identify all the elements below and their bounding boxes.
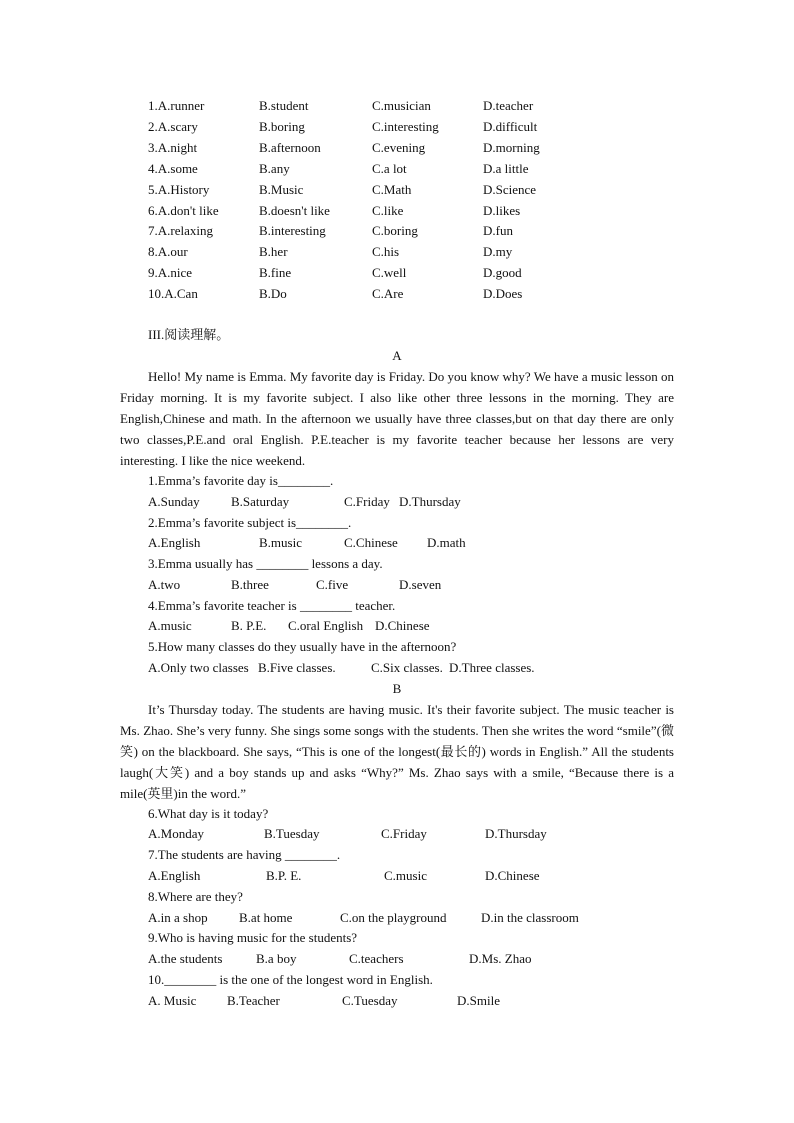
option-a: 10.A.Can bbox=[148, 286, 198, 302]
option-b: B.her bbox=[259, 244, 288, 260]
question-8: 8.Where are they? bbox=[148, 889, 243, 904]
option-a: 6.A.don't like bbox=[148, 202, 219, 218]
option-d: D.good bbox=[483, 265, 522, 281]
question-3-options bbox=[148, 575, 678, 595]
option-b: B.fine bbox=[259, 265, 292, 281]
option-c: C.like bbox=[372, 202, 404, 218]
option-c: C.music bbox=[384, 868, 427, 883]
option-c: C.interesting bbox=[372, 118, 439, 134]
choice-row bbox=[148, 159, 628, 180]
option-a: 1.A.runner bbox=[148, 98, 205, 113]
option-a: A.music bbox=[148, 618, 192, 633]
question-4: 4.Emma’s favorite teacher is ________ teacher. bbox=[148, 598, 396, 613]
question-9-options bbox=[148, 949, 678, 969]
option-c: C.teachers bbox=[349, 951, 404, 966]
option-c: C.five bbox=[316, 577, 349, 592]
question-10: 10.________ is the one of the longest word in English. bbox=[148, 972, 433, 987]
choice-row bbox=[148, 180, 628, 201]
choice-row bbox=[148, 221, 628, 242]
option-b: B.boring bbox=[259, 118, 305, 134]
option-d: D.Chinese bbox=[485, 868, 540, 883]
option-b: B.doesn't like bbox=[259, 202, 330, 218]
question-1: 1.Emma’s favorite day is________. bbox=[148, 473, 334, 488]
option-d: D.Thursday bbox=[485, 826, 547, 841]
option-d: D.Does bbox=[483, 286, 523, 302]
question-6-options bbox=[148, 824, 678, 844]
question-7: 7.The students are having ________. bbox=[148, 847, 341, 862]
option-b: B.afternoon bbox=[259, 139, 321, 155]
question-4-options bbox=[148, 616, 678, 636]
choice-row bbox=[148, 201, 628, 222]
option-b: B. P.E. bbox=[231, 618, 267, 633]
option-a: A.Only two classes bbox=[148, 660, 249, 675]
option-a: A.in a shop bbox=[148, 910, 208, 925]
option-c: C.musician bbox=[372, 98, 431, 113]
option-a: A. Music bbox=[148, 993, 197, 1008]
option-d: D.a little bbox=[483, 160, 529, 176]
option-d: D.morning bbox=[483, 139, 540, 155]
option-b: B.any bbox=[259, 160, 290, 176]
option-d: D.Thursday bbox=[399, 494, 461, 509]
option-d: D.Ms. Zhao bbox=[469, 951, 532, 966]
option-b: B.Music bbox=[259, 181, 304, 197]
question-2-options bbox=[148, 533, 678, 553]
question-8-options bbox=[148, 908, 678, 928]
option-a: 7.A.relaxing bbox=[148, 223, 213, 239]
option-b: B.Saturday bbox=[231, 494, 290, 509]
question-5: 5.How many classes do they usually have in the afternoon? bbox=[148, 639, 457, 654]
option-b: B.interesting bbox=[259, 223, 326, 239]
option-a: A.the students bbox=[148, 951, 223, 966]
option-c: C.evening bbox=[372, 139, 426, 155]
option-a: A.English bbox=[148, 535, 201, 550]
passage-b-text: It’s Thursday today. The students are having music. It's their favorite subject. The music teacher is Ms. Zhao. She’s very funny. She sings some songs with the students. Then she writes the word “smile”(微笑) on the blackboard. She says, “This is one of the longest(最长的) words in English.” All the students laugh(大笑) and a boy stands up and asks “Why?” Ms. Zhao says with a smile, “Because there is a mile(英里)in the word.” bbox=[120, 702, 674, 801]
option-b: B.at home bbox=[239, 910, 293, 925]
passage-a-heading: A bbox=[392, 348, 402, 363]
option-d: D.Three classes. bbox=[449, 660, 535, 675]
question-2: 2.Emma’s favorite subject is________. bbox=[148, 515, 352, 530]
option-d: D.teacher bbox=[483, 98, 534, 113]
question-6: 6.What day is it today? bbox=[148, 806, 269, 821]
option-b: B.music bbox=[259, 535, 302, 550]
option-c: C.Chinese bbox=[344, 535, 398, 550]
option-a: 3.A.night bbox=[148, 139, 198, 155]
option-c: C.Six classes. bbox=[371, 660, 443, 675]
option-c: C.Tuesday bbox=[342, 993, 398, 1008]
option-c: C.on the playground bbox=[340, 910, 447, 925]
option-b: B.three bbox=[231, 577, 269, 592]
option-d: D.in the classroom bbox=[481, 910, 579, 925]
section-title: III.阅读理解。 bbox=[148, 327, 230, 342]
option-c: C.Friday bbox=[381, 826, 427, 841]
option-a: 8.A.our bbox=[148, 244, 188, 260]
option-d: D.math bbox=[427, 535, 466, 550]
option-b: B.P. E. bbox=[266, 868, 302, 883]
option-d: D.difficult bbox=[483, 118, 538, 134]
question-1-options bbox=[148, 492, 678, 512]
option-b: B.Teacher bbox=[227, 993, 280, 1008]
option-b: B.Do bbox=[259, 286, 287, 302]
option-c: C.Friday bbox=[344, 494, 390, 509]
option-a: A.Sunday bbox=[148, 494, 200, 509]
option-a: 5.A.History bbox=[148, 181, 210, 197]
option-c: C.oral English bbox=[288, 618, 364, 633]
option-b: B.Tuesday bbox=[264, 826, 320, 841]
option-d: D.Smile bbox=[457, 993, 500, 1008]
choice-row bbox=[148, 138, 628, 159]
option-d: D.Science bbox=[483, 181, 537, 197]
question-7-options bbox=[148, 866, 678, 886]
option-c: C.Math bbox=[372, 181, 412, 197]
question-9: 9.Who is having music for the students? bbox=[148, 930, 358, 945]
passage-b-heading: B bbox=[392, 681, 402, 696]
question-3: 3.Emma usually has ________ lessons a day. bbox=[148, 556, 383, 571]
choice-row bbox=[148, 284, 628, 305]
option-a: 4.A.some bbox=[148, 160, 198, 176]
option-b: B.Five classes. bbox=[258, 660, 336, 675]
option-d: D.likes bbox=[483, 202, 521, 218]
option-d: D.my bbox=[483, 244, 513, 260]
option-a: A.English bbox=[148, 868, 201, 883]
option-b: B.a boy bbox=[256, 951, 297, 966]
option-d: D.fun bbox=[483, 223, 513, 239]
option-a: A.Monday bbox=[148, 826, 204, 841]
option-d: D.Chinese bbox=[375, 618, 430, 633]
question-5-options bbox=[148, 658, 678, 678]
option-c: C.well bbox=[372, 265, 407, 281]
option-a: 2.A.scary bbox=[148, 118, 198, 134]
option-a: 9.A.nice bbox=[148, 265, 193, 281]
option-c: C.boring bbox=[372, 223, 418, 239]
choice-row bbox=[148, 117, 628, 138]
option-a: A.two bbox=[148, 577, 181, 592]
passage-a-text: Hello! My name is Emma. My favorite day is Friday. Do you know why? We have a music lesson on Friday morning. It is my favorite subject. I also like other three lessons in the morning. They are English,Chinese and math. In the afternoon we usually have three classes,but on that day there are only two classes,P.E.and oral English. P.E.teacher is my favorite teacher because her lessons are very interesting. I like the nice weekend. bbox=[120, 369, 674, 468]
option-c: C.Are bbox=[372, 286, 404, 302]
option-c: C.a lot bbox=[372, 160, 407, 176]
option-b: B.student bbox=[259, 98, 309, 113]
option-c: C.his bbox=[372, 244, 400, 260]
choice-row bbox=[148, 96, 628, 117]
choice-row bbox=[148, 263, 628, 284]
question-10-options bbox=[148, 991, 678, 1011]
option-d: D.seven bbox=[399, 577, 442, 592]
choice-row bbox=[148, 242, 628, 263]
